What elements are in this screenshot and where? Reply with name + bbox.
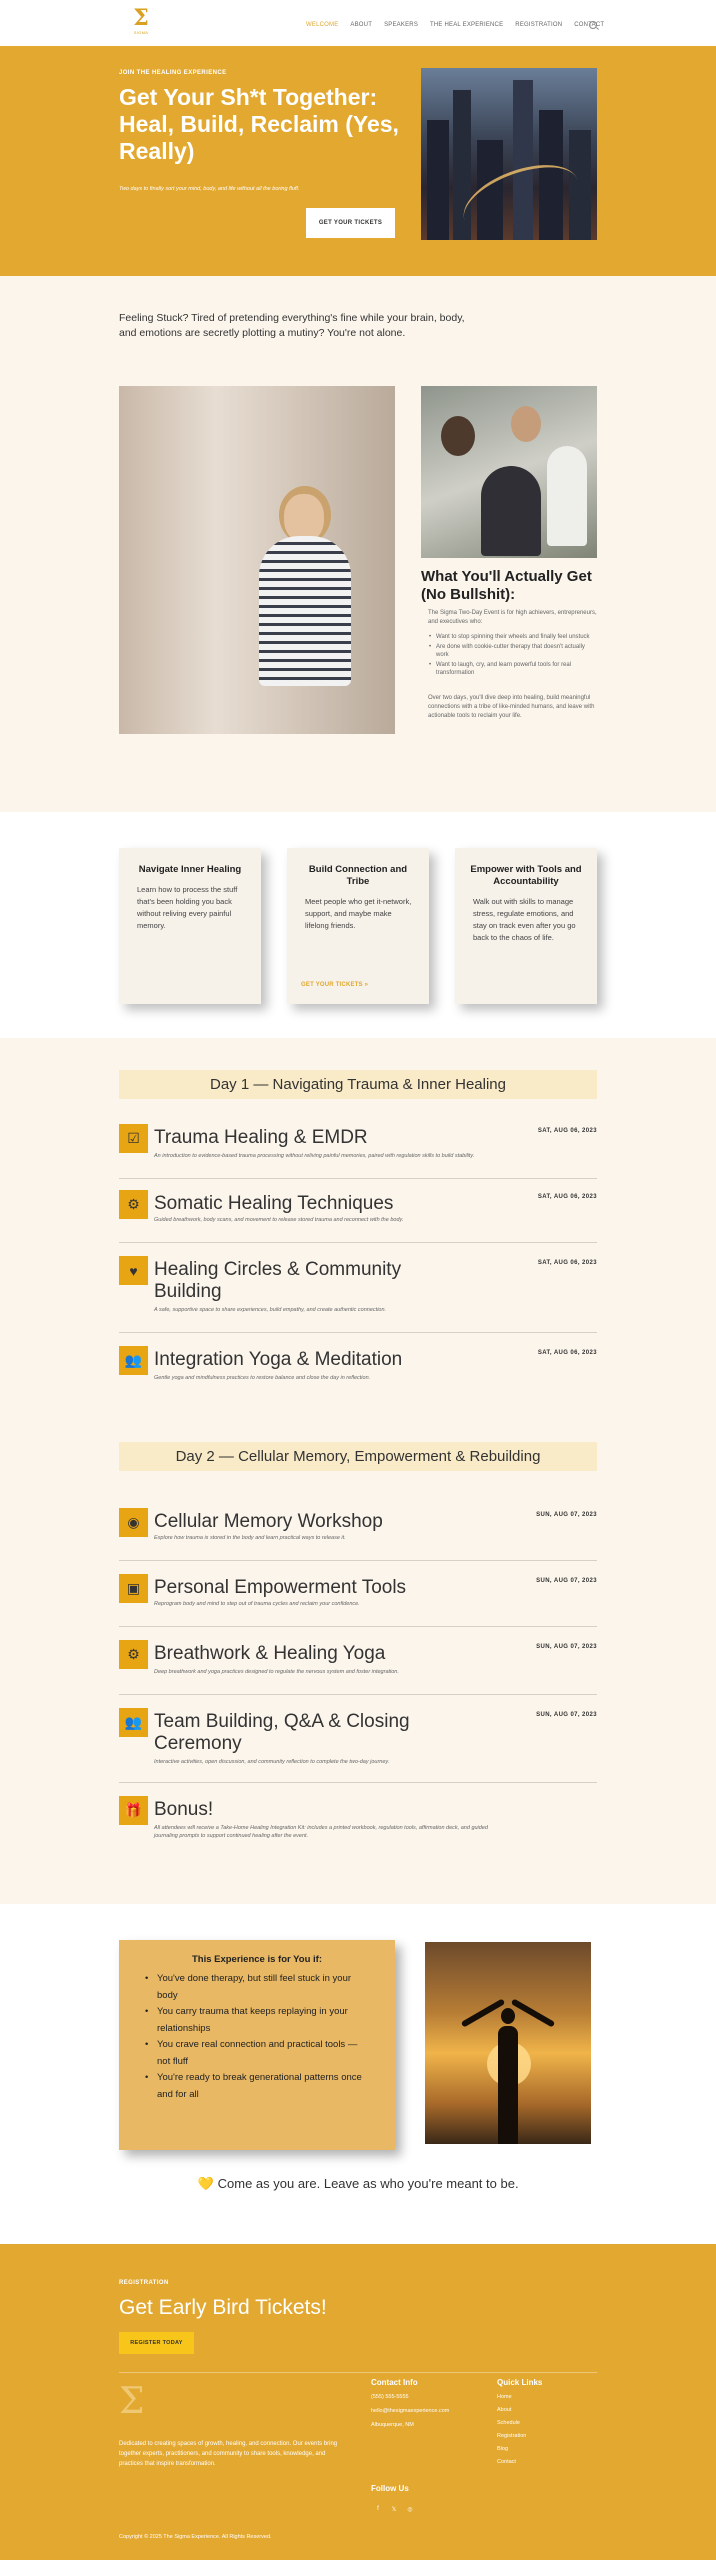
hero-kicker: JOIN THE HEALING EXPERIENCE (119, 70, 227, 76)
list-item: • You're ready to break generational patterns once and for all (141, 2070, 373, 2103)
session-desc: An introduction to evidence-based trauma processing without reliving painful memories, paired with regulation skills to build stability. (154, 1153, 475, 1159)
hero-section (0, 46, 716, 276)
register-today-button[interactable]: REGISTER TODAY (119, 2332, 194, 2354)
copyright: Copyright © 2025 The Sigma Experience. All Rights Reserved. (119, 2534, 272, 2540)
session-date: SAT, AUG 06, 2023 (537, 1260, 597, 1266)
footer-about: Dedicated to creating spaces of growth, healing, and connection. Our events bring together experts, practitioners, and community to share tools, knowledge, and practices that inspire transformation. (119, 2441, 338, 2467)
session-desc: A safe, supportive space to share experiences, build empathy, and create authentic connection. (154, 1307, 387, 1313)
contact-location: Albuquerque, NM (371, 2422, 414, 2428)
divider (119, 1332, 597, 1333)
list-item: • You crave real connection and practical tools — not fluff (141, 2037, 373, 2070)
session-desc: Interactive activities, open discussion, and community reflection to complete the two-day journey. (154, 1759, 390, 1765)
session-title: Integration Yoga & Meditation (154, 1349, 403, 1370)
nav-contact[interactable]: CONTACT (574, 22, 605, 28)
sigma-logo-mark: Σ (133, 5, 149, 31)
session-desc: Reprogram body and mind to step out of trauma cycles and reclaim your confidence. (154, 1601, 360, 1607)
session-title: Bonus! (154, 1799, 214, 1820)
list-item: • You've done therapy, but still feel stuck in your body (141, 1971, 373, 2004)
session-date: SUN, AUG 07, 2023 (536, 1512, 597, 1518)
card-title: Navigate Inner Healing (138, 864, 242, 875)
divider (119, 1242, 597, 1243)
rss-icon: ◉ (119, 1508, 148, 1537)
list-item: • Are done with cookie-cutter therapy that doesn't actually work (428, 643, 598, 659)
experience-list (141, 1971, 373, 2103)
group-icon: 👥 (119, 1346, 148, 1375)
hero-title: Get Your Sh*t Together: Heal, Build, Reclaim (Yes, Really) (119, 84, 399, 164)
quick-links-heading: Quick Links (497, 2378, 543, 2387)
session-desc: All attendees will receive a Take-Home Healing Integration Kit: includes a printed workbook, regulation tools, affirmation deck, and guided journaling prompts to support continued healing after the event. (154, 1825, 488, 1839)
experience-section (0, 1904, 716, 2244)
facebook-icon[interactable]: f (377, 2506, 379, 2512)
what-you-get-title: What You'll Actually Get (No Bullshit): (421, 568, 592, 603)
experience-title: This Experience is for You if: (191, 1954, 323, 1965)
footer-link-schedule[interactable]: Schedule (497, 2420, 520, 2426)
session-desc: Gentle yoga and mindfulness practices to restore balance and close the day in reflection. (154, 1375, 371, 1381)
search-icon[interactable] (589, 21, 597, 29)
session-title: Breathwork & Healing Yoga (154, 1643, 386, 1664)
gear-icon: ⚙ (119, 1190, 148, 1219)
site-footer (0, 2244, 716, 2560)
sunset-silhouette-image (425, 1942, 591, 2144)
benefit-card-empower (455, 848, 597, 1004)
benefits-section (0, 812, 716, 1038)
tagline (0, 2176, 716, 2192)
contact-heading: Contact Info (371, 2378, 418, 2387)
benefit-card-connection (287, 848, 429, 1004)
group-icon: 👥 (119, 1708, 148, 1737)
experience-card (119, 1940, 395, 2150)
divider (119, 1782, 597, 1783)
what-you-get-list (428, 633, 598, 679)
list-item: • Want to laugh, cry, and learn powerful tools for real transformation (428, 661, 598, 677)
gift-icon: 🎁 (119, 1796, 148, 1825)
what-you-get-desc: The Sigma Two-Day Event is for high achievers, entrepreneurs, and executives who: (428, 610, 597, 625)
nav-registration[interactable]: REGISTRATION (515, 22, 563, 28)
footer-link-about[interactable]: About (497, 2407, 512, 2413)
divider (119, 1626, 597, 1627)
benefit-card-inner-healing (119, 848, 261, 1004)
intro-section (0, 276, 716, 812)
footer-link-blog[interactable]: Blog (497, 2446, 509, 2452)
checkbox-icon: ☑ (119, 1124, 148, 1153)
list-item: • Want to stop spinning their wheels and finally feel unstuck (428, 633, 598, 641)
contact-email[interactable]: hello@thesigmaexperience.com (371, 2408, 450, 2414)
card-tickets-link[interactable]: GET YOUR TICKETS » (301, 982, 369, 988)
card-text: Learn how to process the stuff that's been holding you back without reliving every painful memory. (137, 885, 238, 930)
day2-banner: Day 2 — Cellular Memory, Empowerment & Rebuilding (119, 1442, 597, 1471)
session-date: SUN, AUG 07, 2023 (536, 1578, 597, 1584)
session-title: Team Building, Q&A & Closing Ceremony (154, 1711, 410, 1754)
footer-link-contact[interactable]: Contact (497, 2459, 516, 2465)
session-date: SAT, AUG 06, 2023 (537, 1194, 597, 1200)
session-date: SAT, AUG 06, 2023 (537, 1350, 597, 1356)
card-title: Build Connection and Tribe (308, 864, 408, 887)
x-twitter-icon[interactable]: 𝕏 (391, 2507, 397, 2513)
main-nav (306, 22, 604, 28)
session-desc: Explore how trauma is stored in the body and learn practical ways to release it. (154, 1535, 346, 1541)
session-title: Trauma Healing & EMDR (154, 1127, 368, 1148)
day1-banner: Day 1 — Navigating Trauma & Inner Healing (119, 1070, 597, 1099)
tagline-text: Come as you are. Leave as who you're meant to be. (217, 2176, 519, 2191)
footer-kicker: REGISTRATION (119, 2280, 169, 2286)
heart-icon: 💛 (197, 2176, 214, 2191)
schedule-section (0, 1038, 716, 1904)
session-title: Cellular Memory Workshop (154, 1511, 383, 1532)
footer-logo: Σ (119, 2381, 145, 2422)
footer-link-home[interactable]: Home (497, 2394, 512, 2400)
hero-subtitle: Two days to finally sort your mind, body, and life without all the boring fluff. (119, 186, 300, 192)
instagram-icon[interactable]: ◎ (407, 2507, 413, 2513)
session-date: SUN, AUG 07, 2023 (536, 1712, 597, 1718)
follow-heading: Follow Us (371, 2484, 409, 2493)
session-desc: Deep breathwork and yoga practices designed to regulate the nervous system and foster integration. (154, 1669, 399, 1675)
list-item: • You carry trauma that keeps replaying in your relationships (141, 2004, 373, 2037)
person-board-icon: ▣ (119, 1574, 148, 1603)
session-title: Personal Empowerment Tools (154, 1577, 407, 1598)
session-desc: Guided breathwork, body scans, and movement to release stored trauma and reconnect with the body. (154, 1217, 404, 1223)
woman-portrait-image (119, 386, 395, 734)
gear-icon: ⚙ (119, 1640, 148, 1669)
footer-title: Get Early Bird Tickets! (119, 2296, 327, 2319)
card-text: Walk out with skills to manage stress, regulate emotions, and stay on track even after you go back to the chaos of life. (473, 897, 576, 942)
what-you-get-more: Over two days, you'll dive deep into healing, build meaningful connections with a tribe of like-minded humans, and leave with actionable tools to reclaim your life. (428, 695, 595, 719)
divider (119, 1694, 597, 1695)
site-header (0, 0, 716, 46)
group-discussion-image (421, 386, 597, 558)
nav-about[interactable]: ABOUT (350, 22, 373, 28)
session-title: Healing Circles & Community Building (154, 1259, 402, 1302)
logo-text: SIGMA (133, 30, 149, 35)
card-text: Meet people who get it-network, support, and maybe make lifelong friends. (305, 897, 412, 930)
nav-welcome[interactable]: WELCOME (306, 22, 339, 28)
divider (119, 2372, 597, 2373)
city-night-image (421, 68, 597, 240)
card-title: Empower with Tools and Accountability (470, 864, 582, 887)
divider (119, 1178, 597, 1179)
session-title: Somatic Healing Techniques (154, 1193, 394, 1214)
divider (119, 1560, 597, 1561)
footer-link-registration[interactable]: Registration (497, 2433, 527, 2439)
session-date: SAT, AUG 06, 2023 (537, 1128, 597, 1134)
site-logo[interactable] (126, 6, 156, 40)
heart-icon: ♥ (119, 1256, 148, 1285)
intro-lead: Feeling Stuck? Tired of pretending everything's fine while your brain, body, and emotions are secretly plotting a mutiny? You're not alone. (119, 312, 465, 339)
nav-speakers[interactable]: SPEAKERS (384, 22, 419, 28)
contact-phone[interactable]: (555) 555-5555 (371, 2394, 409, 2400)
nav-heal-experience[interactable]: THE HEAL EXPERIENCE (430, 22, 504, 28)
get-tickets-button[interactable]: GET YOUR TICKETS (306, 208, 395, 238)
session-date: SUN, AUG 07, 2023 (536, 1644, 597, 1650)
